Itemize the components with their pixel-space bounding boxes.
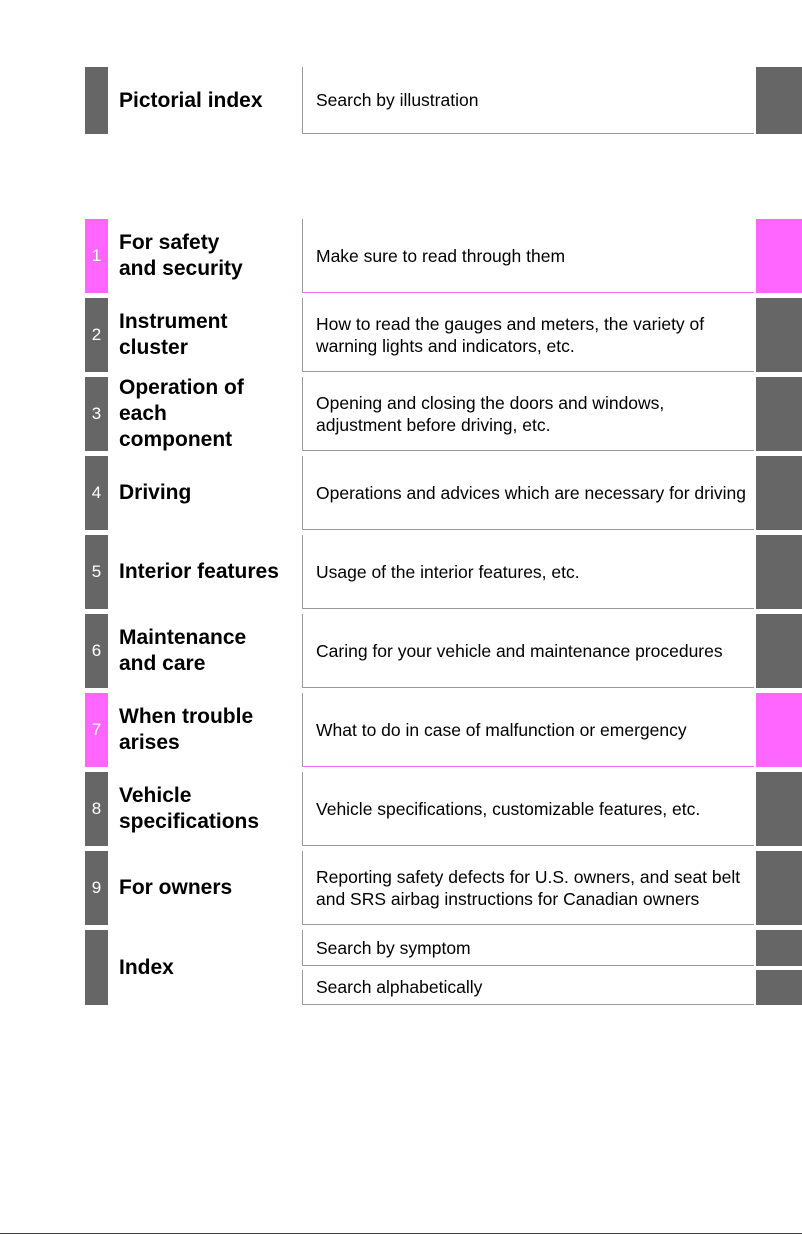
chapter-title: Operation of each component xyxy=(119,376,244,451)
chapter-description: What to do in case of malfunction or emergency xyxy=(302,693,754,767)
index-entry-alphabetical[interactable] xyxy=(302,970,802,1005)
thumb-tab[interactable] xyxy=(756,772,802,846)
chapter-row-9[interactable] xyxy=(0,851,802,925)
chapter-row-5[interactable] xyxy=(0,535,802,609)
thumb-tab[interactable] xyxy=(756,614,802,688)
chapter-number: 7 xyxy=(85,693,108,767)
chapter-description: Usage of the interior features, etc. xyxy=(302,535,754,609)
section-tab xyxy=(85,67,108,134)
chapter-number: 9 xyxy=(85,851,108,925)
chapter-title: Instrument cluster xyxy=(119,310,228,359)
chapter-title: Maintenance and care xyxy=(119,626,247,675)
chapter-number: 5 xyxy=(85,535,108,609)
chapter-row-7[interactable] xyxy=(0,693,802,767)
chapter-title: Interior features xyxy=(119,560,279,583)
section-tab xyxy=(85,930,108,1005)
page-bottom-rule xyxy=(0,1233,802,1234)
chapter-row-8[interactable] xyxy=(0,772,802,846)
thumb-tab[interactable] xyxy=(756,377,802,451)
chapter-title: For owners xyxy=(119,876,233,899)
section-description: Search by illustration xyxy=(302,67,754,134)
section-title: Pictorial index xyxy=(119,88,263,112)
thumb-tab[interactable] xyxy=(756,851,802,925)
chapter-number: 6 xyxy=(85,614,108,688)
chapter-title: For safety and security xyxy=(119,231,243,280)
chapter-title: Vehicle specifications xyxy=(119,784,260,833)
thumb-tab[interactable] xyxy=(756,67,802,134)
chapter-number: 8 xyxy=(85,772,108,846)
chapter-description: How to read the gauges and meters, the variety of warning lights and indicators, etc. xyxy=(302,298,754,372)
chapter-row-3[interactable] xyxy=(0,377,802,451)
thumb-tab[interactable] xyxy=(756,535,802,609)
index-entry-label: Search by symptom xyxy=(302,930,754,966)
chapter-description: Make sure to read through them xyxy=(302,219,754,293)
index-entry-symptom[interactable] xyxy=(302,930,802,966)
thumb-tab[interactable] xyxy=(756,930,802,966)
index-entry-label: Search alphabetically xyxy=(302,970,754,1005)
chapter-number: 1 xyxy=(85,219,108,293)
chapter-number: 4 xyxy=(85,456,108,530)
thumb-tab[interactable] xyxy=(756,456,802,530)
thumb-tab[interactable] xyxy=(756,693,802,767)
chapter-description: Caring for your vehicle and maintenance procedures xyxy=(302,614,754,688)
chapter-row-4[interactable] xyxy=(0,456,802,530)
chapter-description: Operations and advices which are necessary for driving xyxy=(302,456,754,530)
chapter-row-1[interactable] xyxy=(0,219,802,293)
chapter-title: Driving xyxy=(119,481,192,504)
thumb-tab[interactable] xyxy=(756,298,802,372)
chapter-description: Opening and closing the doors and windows, adjustment before driving, etc. xyxy=(302,377,754,451)
thumb-tab[interactable] xyxy=(756,970,802,1005)
chapter-number: 3 xyxy=(85,377,108,451)
chapter-row-6[interactable] xyxy=(0,614,802,688)
thumb-tab[interactable] xyxy=(756,219,802,293)
chapter-description: Reporting safety defects for U.S. owners, and seat belt and SRS airbag instructions for Canadian owners xyxy=(302,851,754,925)
chapter-description: Vehicle specifications, customizable features, etc. xyxy=(302,772,754,846)
chapter-row-2[interactable] xyxy=(0,298,802,372)
section-title: Index xyxy=(119,955,174,979)
section-index xyxy=(0,930,802,1005)
chapter-number: 2 xyxy=(85,298,108,372)
section-pictorial-index[interactable] xyxy=(0,67,802,134)
chapter-title: When trouble arises xyxy=(119,705,254,754)
